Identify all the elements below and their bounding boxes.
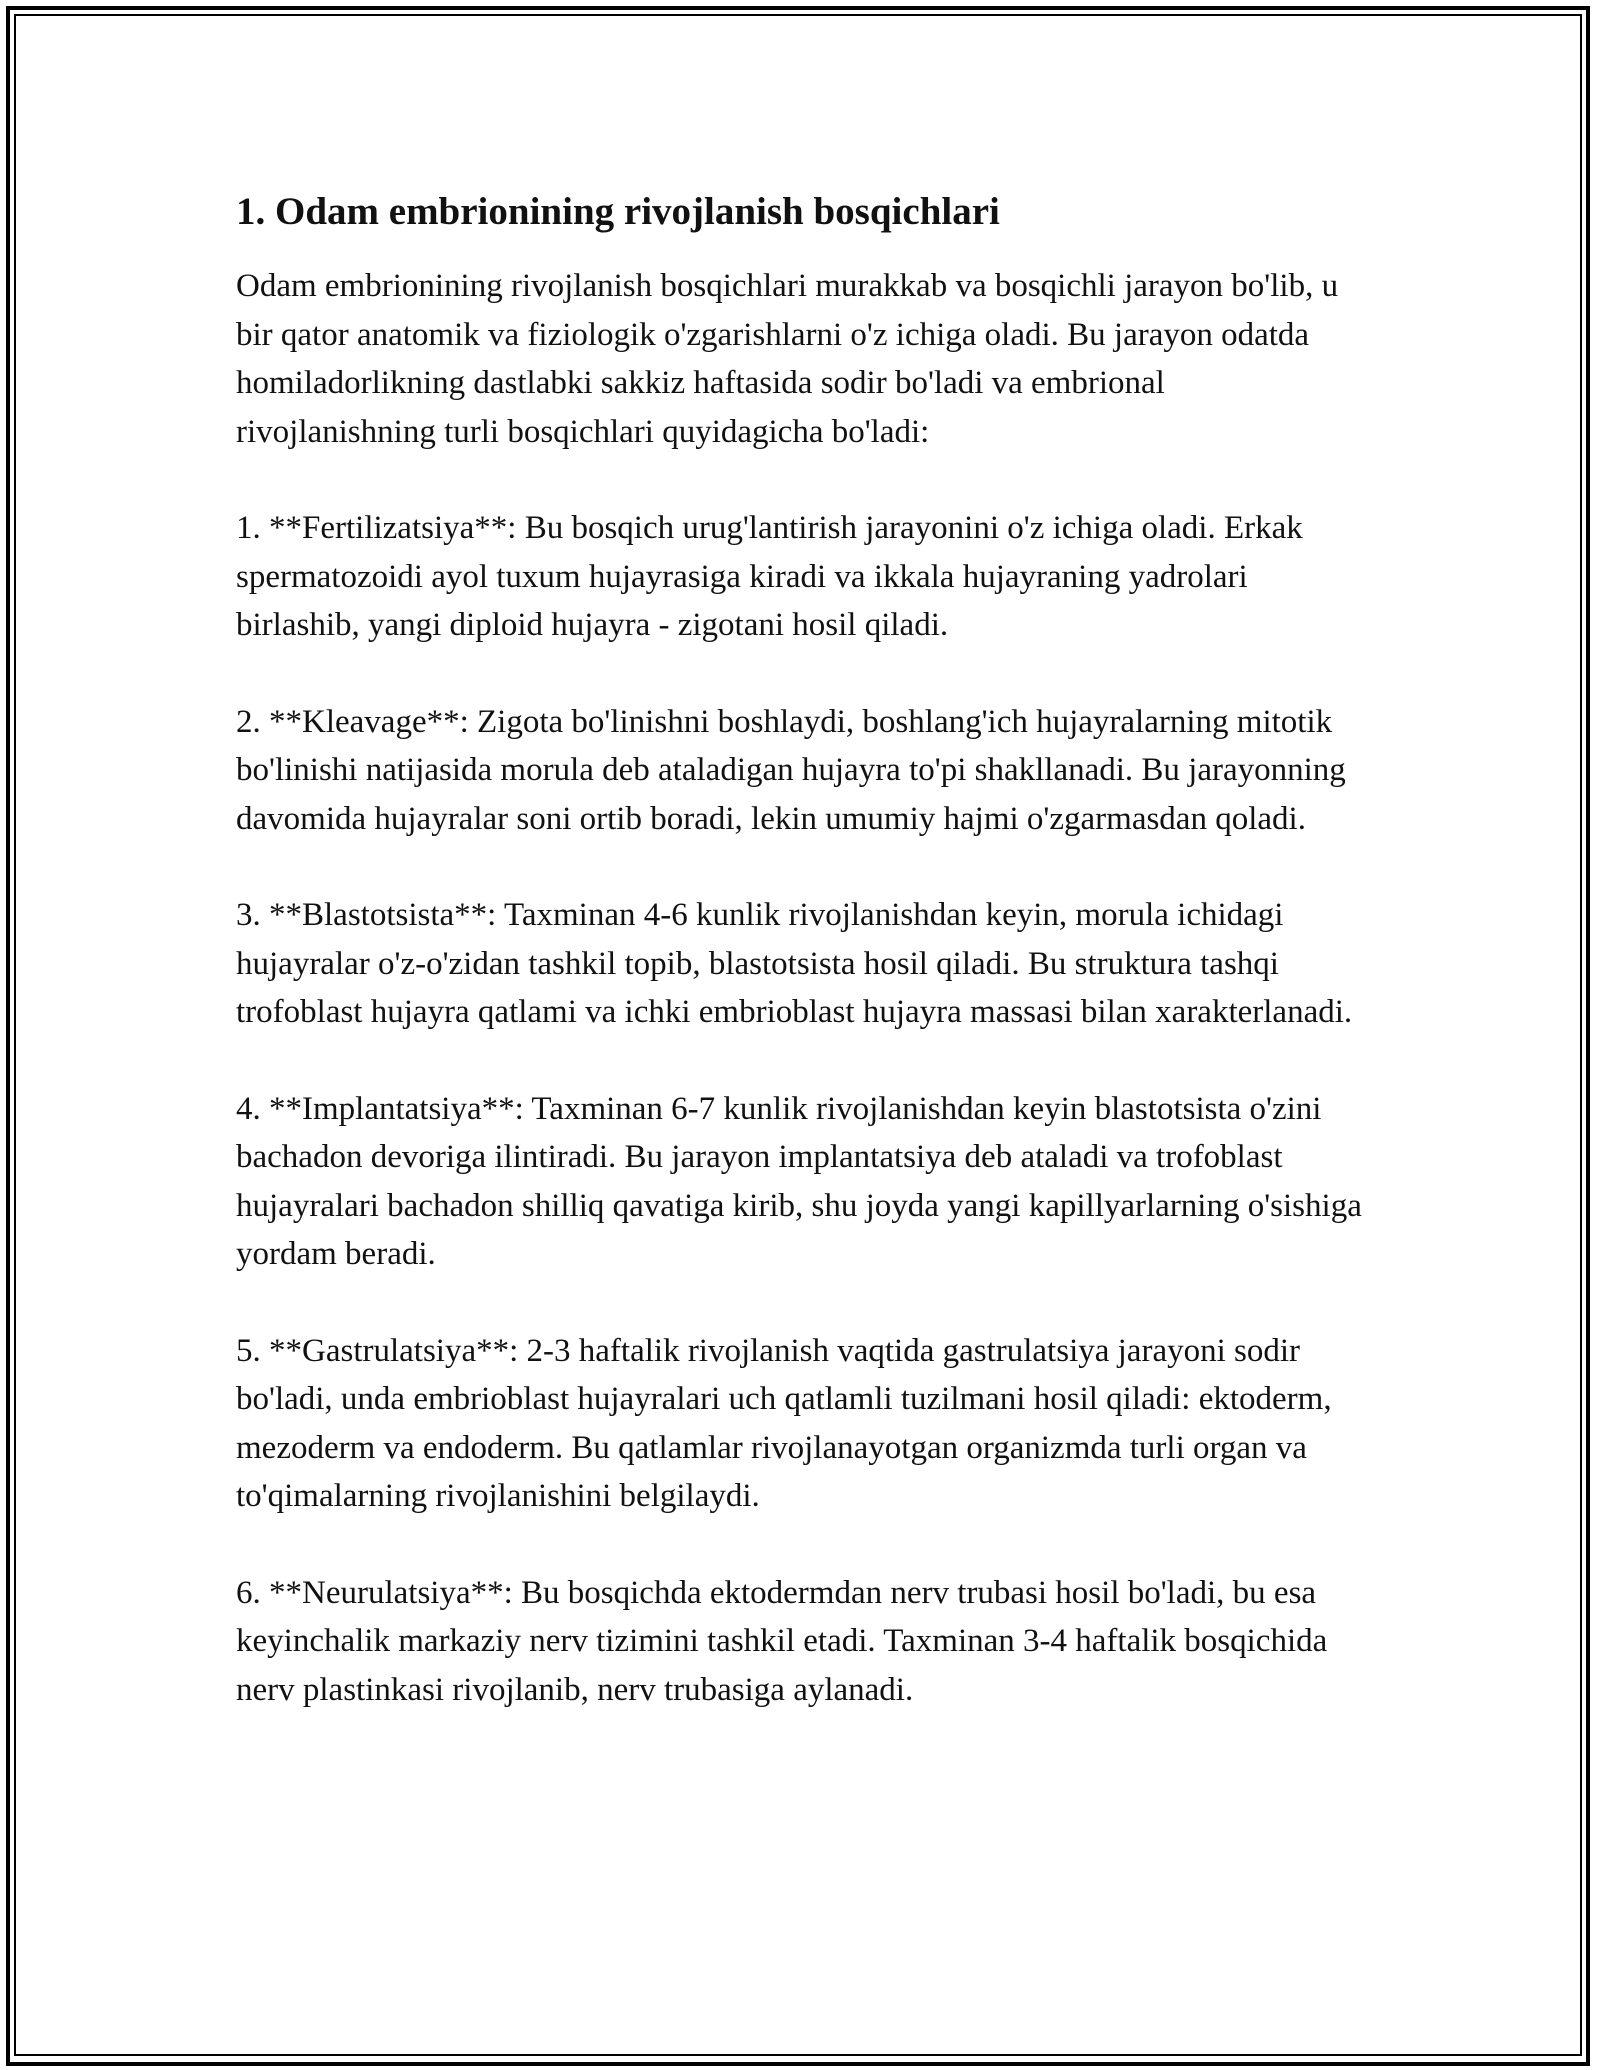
document-body bbox=[236, 184, 1366, 1762]
stage-fertilizatsiya: 1. **Fertilizatsiya**: Bu bosqich urug'lantirish jarayonini o'z ichiga oladi. Erkak spermatozoidi ayol tuxum hujayrasiga kiradi va ikkala hujayraning yadrolari birlashib, yangi diploid hujayra - zigotani hosil qiladi. bbox=[236, 510, 1303, 643]
stage-blastotsista: 3. **Blastotsista**: Taxminan 4-6 kunlik rivojlanishdan keyin, morula ichidagi hujayralar o'z-o'zidan tashkil topib, blastotsista hosil qiladi. Bu struktura tashqi trofoblast hujayra qatlami va ichki embrioblast hujayra massasi bilan xarakterlanadi. bbox=[236, 897, 1353, 1030]
document-title: 1. Odam embrionining rivojlanish bosqichlari bbox=[236, 190, 1000, 233]
stage-neurulatsiya: 6. **Neurulatsiya**: Bu bosqichda ektodermdan nerv trubasi hosil bo'ladi, bu esa keyinchalik markaziy nerv tizimini tashkil etadi. Taxminan 3-4 haftalik bosqichida nerv plastinkasi rivojlanib, nerv trubasiga aylanadi. bbox=[236, 1574, 1328, 1708]
stage-kleavage: 2. **Kleavage**: Zigota bo'linishni boshlaydi, boshlang'ich hujayralarning mitotik bo'linishi natijasida morula deb ataladigan hujayra to'pi shakllanadi. Bu jarayonning davomida hujayralar soni ortib boradi, lekin umumiy hajmi o'zgarmasdan qoladi. bbox=[236, 703, 1346, 837]
intro-paragraph: Odam embrionining rivojlanish bosqichlari murakkab va bosqichli jarayon bo'lib, u bir qator anatomik va fiziologik o'zgarishlarni o'z ichiga oladi. Bu jarayon odatda homiladorlikning dastlabki sakkiz haftasida sodir bo'ladi va embrional rivojlanishning turli bosqichlari quyidagicha bo'ladi: bbox=[236, 268, 1339, 450]
stage-implantatsiya: 4. **Implantatsiya**: Taxminan 6-7 kunlik rivojlanishdan keyin blastotsista o'zini bachadon devoriga ilintiradi. Bu jarayon implantatsiya deb ataladi va trofoblast hujayralari bachadon shilliq qavatiga kirib, shu joyda yangi kapillyarlarning o'sishiga yordam beradi. bbox=[236, 1090, 1362, 1272]
stage-gastrulatsiya: 5. **Gastrulatsiya**: 2-3 haftalik rivojlanish vaqtida gastrulatsiya jarayoni sodir bo'ladi, unda embrioblast hujayralari uch qatlamli tuzilmani hosil qiladi: ektoderm, mezoderm va endoderm. Bu qatlamlar rivojlanayotgan organizmda turli organ va to'qimalarning rivojlanishini belgilaydi. bbox=[236, 1332, 1332, 1514]
